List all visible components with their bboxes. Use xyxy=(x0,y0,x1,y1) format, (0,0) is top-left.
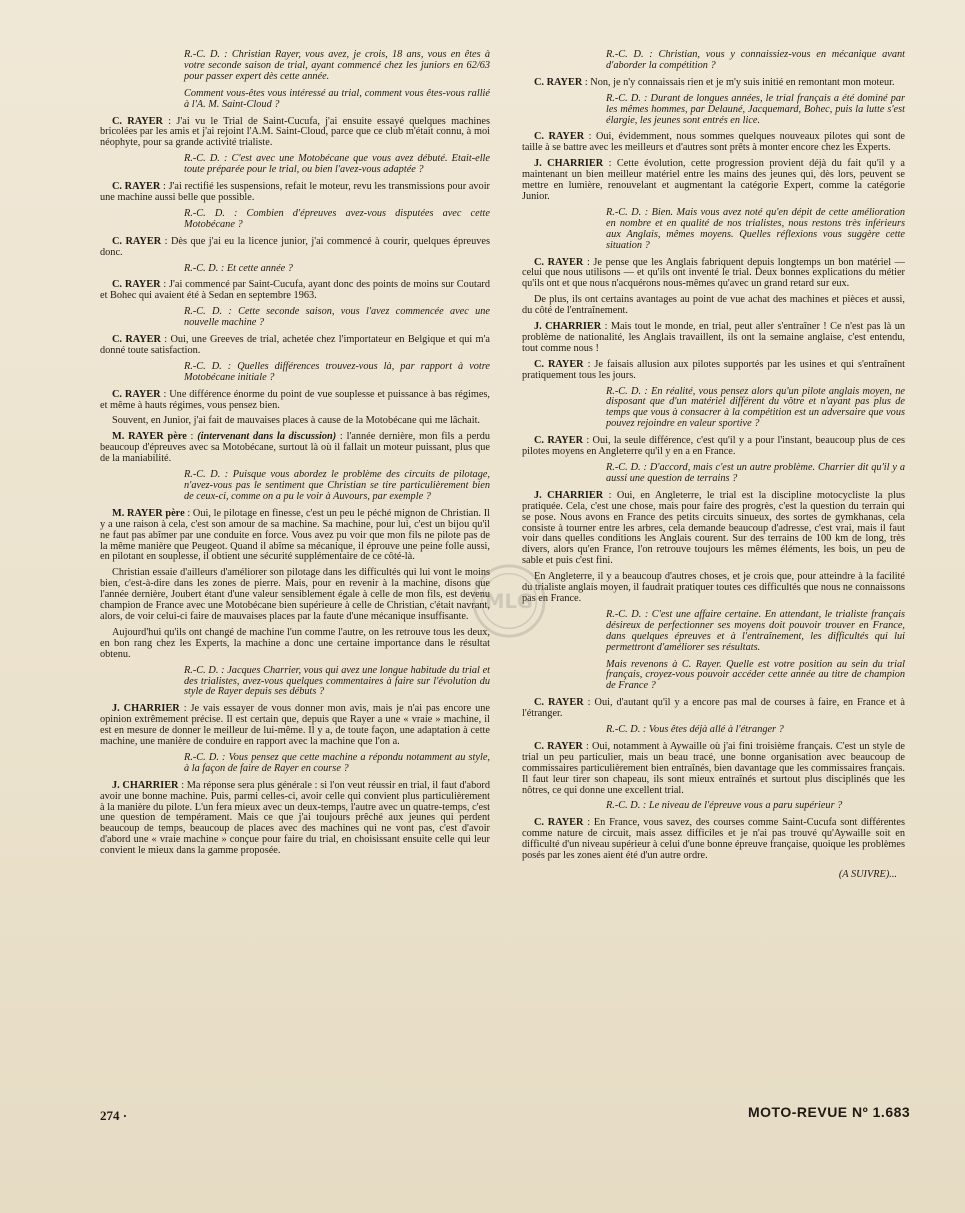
interviewer-question: R.-C. D. : Et cette année ? xyxy=(184,262,293,274)
interview-answer xyxy=(100,182,490,204)
left-column xyxy=(100,50,490,862)
speaker-name: C. RAYER xyxy=(112,388,161,400)
interview-answer xyxy=(100,335,490,357)
interviewer-question: R.-C. D. : Bien. Mais vous avez noté qu'en dépit de cette amélioration en nombre et en qualité de nos trialistes, nous restons très inférieurs aux Anglais, mêmes moyens. Quelles réflexions vous suggère cette situation ? xyxy=(606,206,905,251)
speaker-name: C. RAYER xyxy=(112,235,162,247)
answer-paragraph: Christian essaie d'ailleurs d'améliorer son pilotage dans les difficultés qui lui vont le moins bien, c'est-à-dire dans les zones de pierre. Mais, pour en revenir à la machine, disons que l'année dernière, Joubert étant d'une valeur sensiblement égale à celle de mon fils, est devenu champion de France avec une Motobécane bien supérieure à celle de Christian, c'était navrant, alors, de voir celui-ci faire de mauvaises places par la faute d'une mécanique insuffisante. xyxy=(100,567,490,622)
interviewer-question: R.-C. D. : Durant de longues années, le trial français a été dominé par les mêmes hommes, par Delauné, Jacquemard, Bohec, puis la lutte s'est élargie, les jeunes sont entrés en lice. xyxy=(606,92,905,126)
svg-text:MLG: MLG xyxy=(485,589,533,613)
speaker-name: C. RAYER xyxy=(534,76,583,88)
interview-answer xyxy=(522,818,905,862)
answer-text: : Oui, d'autant qu'il y a encore pas mal de courses à faire, en France et à l'étranger. xyxy=(522,697,905,720)
speaker-name: J. CHARRIER xyxy=(534,489,604,501)
speaker-name: J. CHARRIER xyxy=(534,321,602,333)
answer-text: : l'année dernière, mon fils a perdu beaucoup d'épreuves avec sa Motobécane, surtout là où il fallait un moteur puissant, plus que de la maniabilité. xyxy=(100,431,490,465)
answer-text: : Je faisais allusion aux pilotes supportés par les usines et qui s'entraînent pratiquement tous les jours. xyxy=(522,358,905,381)
interview-answer xyxy=(100,509,490,564)
interview-answer xyxy=(522,360,905,382)
answer-text: : Une différence énorme du point de vue souplesse et puissance à bas régimes, et même à hauts régimes, vous pensez bien. xyxy=(100,388,490,411)
speaker-name: C. RAYER xyxy=(112,279,161,291)
answer-text: : J'ai rectifié les suspensions, refait le moteur, revu les transmissions pour avoir une machine aussi belle que possible. xyxy=(100,181,490,203)
interviewer-question: R.-C. D. : C'est avec une Motobécane que vous avez débuté. Etait-elle toute préparée pour le trial, ou bien l'avez-vous adaptée ? xyxy=(184,153,490,176)
interviewer-question: R.-C. D. : Puisque vous abordez le problème des circuits de pilotage, n'avez-vous pas le sentiment que Christian se tire particulièrement bien de ceux-ci, comme on a pu le voir à Auvours, par exemple ? xyxy=(184,469,490,502)
answer-text: : Non, je n'y connaissais rien et je m'y suis initié en remontant mon moteur. xyxy=(582,76,895,88)
interviewer-question-continued: Mais revenons à C. Rayer. Quelle est votre position au sein du trial français, croyez-vous pouvoir accéder cette année au titre de champion de France ? xyxy=(606,658,905,692)
speaker-name: C. RAYER xyxy=(112,334,161,346)
interviewer-question: R.-C. D. : En réalité, vous pensez alors qu'un pilote anglais moyen, ne disposant que d'un matériel différent du vôtre et n'ayant pas plus de temps que vous à consacrer à la compétition est un adversaire que vous pouvez rejoindre en valeur sportive ? xyxy=(606,385,905,430)
interviewer-question: R.-C. D. : Combien d'épreuves avez-vous disputées avec cette Motobécane ? xyxy=(184,207,490,230)
answer-paragraph: En Angleterre, il y a beaucoup d'autres choses, et je crois que, pour atteindre à la facilité du trialiste anglais moyen, il faudrait pratiquer toutes ces difficultés que nous ne connaissons pas en France. xyxy=(522,571,905,604)
interview-answer xyxy=(522,258,905,291)
answer-text: : J'ai commencé par Saint-Cucufa, ayant donc des points de moins sur Coutard et Bohec qui avaient été à Sedan en septembre 1963. xyxy=(100,279,490,302)
answer-text: : Je pense que les Anglais fabriquent depuis longtemps un bon matériel — celui que nous utilisons — et qu'ils ont inventé le trial. Deux bonnes explications du métier qu'ils ont et que nous n'acquérons nous-mêmes qu'avec un grand retard sur eux. xyxy=(522,256,905,290)
interview-answer xyxy=(100,704,490,748)
speaker-name: M. RAYER père xyxy=(112,431,187,443)
speaker-name: J. CHARRIER xyxy=(112,703,180,715)
watermark-stamp-icon xyxy=(470,562,548,640)
interview-answer xyxy=(100,781,490,857)
interview-answer xyxy=(522,322,905,355)
interviewer-question-continued: Comment vous-êtes vous intéressé au trial, comment vous êtes-vous rallié à l'A. M. Saint-Cloud ? xyxy=(184,87,490,110)
interviewer-question: R.-C. D. : Jacques Charrier, vous qui avez une longue habitude du trial et des trialistes, avez-vous quelques commentaires à faire sur l'évolution du style de Rayer depuis ses débuts ? xyxy=(184,664,490,698)
interview-answer xyxy=(522,742,905,797)
interviewer-question: R.-C. D. : Christian Rayer, vous avez, je crois, 18 ans, vous en êtes à votre seconde saison de trial, ayant commencé chez les juniors en 62/63 pour passer expert dès cette année. xyxy=(184,49,490,82)
speaker-name: C. RAYER xyxy=(534,740,583,752)
continued-note: (A SUIVRE)... xyxy=(838,869,897,880)
interview-answer xyxy=(522,132,905,154)
speaker-aside: (intervenant dans la discussion) xyxy=(197,431,337,443)
interview-answer: M. RAYER père : (intervenant dans la discussion) : l'année dernière, mon fils a perdu beaucoup d'épreuves avec sa Motobécane, surtout là où il fallait un moteur puissant, plus que de la maniabilité. xyxy=(100,431,490,465)
speaker-name: C. RAYER xyxy=(534,697,584,709)
interviewer-question: R.-C. D. : Le niveau de l'épreuve vous a paru supérieur ? xyxy=(606,800,843,812)
interview-answer xyxy=(522,698,905,720)
answer-text: : Je vais essayer de vous donner mon avis, mais je n'ai pas encore une opinion extrêmement précise. Il est certain que, depuis que Rayer a une « vraie » machine, il est en mesure de donner le meilleur de lui-même. Il y a, de toute façon, une adaptation à cette machine, une manière de conduire en rapport avec la machine que l'on a. xyxy=(100,703,490,748)
answer-text: : Oui, le pilotage en finesse, c'est un peu le péché mignon de Christian. Il y a une raison à cela, c'est son amour de sa machine. Sa machine, pour lui, c'est un bijou qu'il ne faut pas abîmer par une conduite en force. Vous avez pu voir que mon fils ne pilote pas de la même manière que Peugeot. Quand il abîme sa mécanique, il éprouve une peine folle aussi, en pilotant en souplesse, il obtient une sécurité supplémentaire de ce côté-là. xyxy=(100,507,490,563)
answer-text: : Mais tout le monde, en trial, peut aller s'entraîner ! Ce n'est pas là un problème de nationalité, les Anglais travaillent, ils ont la semaine anglaise, c'est entendu, tout comme nous ! xyxy=(522,321,905,354)
answer-text: : En France, vous savez, des courses comme Saint-Cucufa sont différentes comme nature de circuit, mais assez difficiles et je n'ai pas trouvé qu'Aywaille soit en difficulté d'un niveau supérieur à celui d'une bonne épreuve française, quoique les problèmes posés par les zones aient été d'un autre ordre. xyxy=(522,817,905,862)
magazine-footer: MOTO-REVUE Nº 1.683 xyxy=(748,1104,911,1120)
right-column xyxy=(522,50,905,881)
speaker-name: C. RAYER xyxy=(534,256,584,268)
answer-text: : Oui, la seule différence, c'est qu'il y a pour l'instant, beaucoup plus de ces pilotes moyens en Angleterre qu'il y en a en France. xyxy=(522,435,905,458)
speaker-name: C. RAYER xyxy=(534,817,584,829)
interview-answer xyxy=(100,280,490,302)
answer-text: : Oui, en Angleterre, le trial est la discipline motocycliste la plus pratiquée. Cela, c'est une chose, mais pour faire des progrès, c'est la question du terrain qui se pose. Nous avons en France des petits circuits sinueux, des sortes de gymkhanas, cela consiste à tourner entre les arbres, cela demande beaucoup d'adresse, c'est vrai, mais il faut voir dans quelles conditions les Anglais courent. Sur des terrains de 100 km de long, très divers, alors qu'en France, l'on retrouve toujours les mêmes éléments, les bois, un peu de sable et puis c'est fini. xyxy=(522,489,905,567)
interview-answer xyxy=(522,491,905,567)
answer-paragraph: De plus, ils ont certains avantages au point de vue achat des machines et pièces et aussi, du côté de l'entraînement. xyxy=(522,294,905,317)
interview-answer xyxy=(522,78,905,89)
interviewer-question: R.-C. D. : Vous pensez que cette machine a répondu notamment au style, à la façon de faire de Rayer en course ? xyxy=(184,751,490,774)
answer-paragraph: Aujourd'hui qu'ils ont changé de machine l'un comme l'autre, on les retrouve tous les deux, en bon rang chez les Experts, la machine a donc une certaine importance dans le résultat obtenu. xyxy=(100,626,490,660)
interview-answer xyxy=(100,237,490,259)
answer-paragraph: Souvent, en Junior, j'ai fait de mauvaises places à cause de la Motobécane qui me lâchait. xyxy=(112,415,480,427)
speaker-name: J. CHARRIER xyxy=(112,779,179,791)
interview-answer xyxy=(100,390,490,412)
interview-answer xyxy=(522,436,905,458)
speaker-name: C. RAYER xyxy=(534,435,583,447)
interviewer-question: R.-C. D. : Christian, vous y connaissiez-vous en mécanique avant d'aborder la compétition ? xyxy=(606,49,905,71)
interviewer-question: R.-C. D. : C'est une affaire certaine. En attendant, le trialiste français désireux de perfectionner ses moyens doit pouvoir trouver en France, dans quelques épreuves et à l'entraînement, les difficultés qui lui permettront d'améliorer ses résultats. xyxy=(606,608,905,653)
interviewer-question: R.-C. D. : Cette seconde saison, vous l'avez commencée avec une nouvelle machine ? xyxy=(184,306,490,329)
speaker-name: J. CHARRIER xyxy=(534,158,604,170)
answer-text: : Ma réponse sera plus générale : si l'on veut réussir en trial, il faut d'abord avoir une bonne machine. Puis, parmi celles-ci, avoir celle qui convient plus particulièrement à la manière du pilote. L'un fera mieux avec un deux-temps, l'autre avec un quatre-temps, c'est une question de tempérament. Mais ce que j'ai toujours prêché aux jeunes qui perdent beaucoup de temps, beaucoup de places avec des machines qui ne vont pas, c'est d'avoir d'abord une « vraie machine » conçue pour faire du trial, en choisissant ensuite celle qui leur convient le mieux dans la gamme proposée. xyxy=(100,779,490,857)
speaker-name: C. RAYER xyxy=(534,358,584,370)
answer-text: : J'ai vu le Trial de Saint-Cucufa, j'ai ensuite essayé quelques machines bricolées par les amis et j'ai rejoint l'A.M. Saint-Cloud, parce que ce club m'était connu, à moi néophyte, pour sa grande activité trialiste. xyxy=(100,115,490,149)
answer-text: : Oui, une Greeves de trial, achetée chez l'importateur en Belgique et qui m'a donné toute satisfaction. xyxy=(100,334,490,356)
speaker-name: C. RAYER xyxy=(534,131,585,143)
page-number: 274 · xyxy=(100,1108,128,1123)
answer-text: : Oui, évidemment, nous sommes quelques nouveaux pilotes qui sont de taille à se battre avec les meilleurs et d'autres sont prêts à monter encore chez les Experts. xyxy=(522,131,905,154)
speaker-name: M. RAYER père xyxy=(112,507,185,519)
interview-answer xyxy=(100,117,490,150)
answer-text: : Dès que j'ai eu la licence junior, j'ai commencé à courir, quelques épreuves donc. xyxy=(100,235,490,258)
answer-text: : Cette évolution, cette progression provient déjà du fait qu'il y a maintenant un bien meilleur matériel entre les mains des jeunes qui, dès lors, peuvent se mettre en lumière, renouvelant et augmentant la catégorie Expert, comme la catégorie Junior. xyxy=(522,158,905,202)
speaker-name: C. RAYER xyxy=(112,181,161,193)
interviewer-question: R.-C. D. : Vous êtes déjà allé à l'étranger ? xyxy=(606,724,784,736)
answer-text: : Oui, notamment à Aywaille où j'ai fini troisième français. C'est un style de trial un peu particulier, mais un beau tracé, une bonne organisation avec beaucoup de commissaires particulièrement bien entraînés, bien davantage que les commissaires français. Il faut leur tirer son chapeau, ils sont mieux entraînés et surtout plus disciplinés que les nôtres, ce qui donne une excellent trial. xyxy=(522,740,905,796)
interview-answer xyxy=(522,159,905,203)
speaker-name: C. RAYER xyxy=(112,115,163,127)
interviewer-question: R.-C. D. : D'accord, mais c'est un autre problème. Charrier dit qu'il y a aussi une question de terrains ? xyxy=(606,462,905,484)
interviewer-question: R.-C. D. : Quelles différences trouvez-vous là, par rapport à votre Motobécane initiale ? xyxy=(184,360,490,383)
